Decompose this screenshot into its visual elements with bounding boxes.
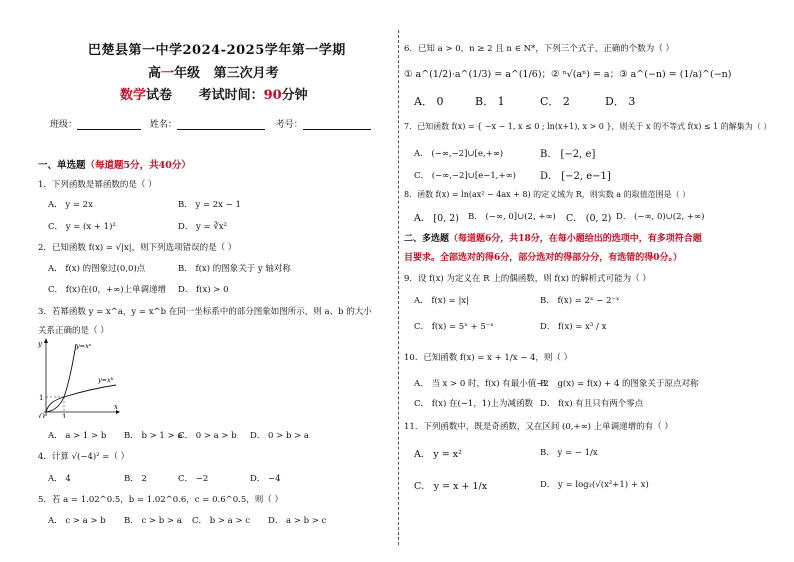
graph-origin: O [39,413,45,418]
q7-option-c[interactable]: C． (−∞,−2]∪[e−1,+∞) [414,171,516,181]
q9-option-a[interactable]: A． f(x) = |x| [414,296,469,306]
graph-label-xb: y=xᵇ [98,376,114,384]
q7-option-a[interactable]: A． (−∞,−2]∪[e,+∞) [414,149,504,159]
q3-option-a[interactable]: A． a > 1 > b [48,431,107,441]
school-title: 巴楚县第一中学2024-2025学年第一学期 [88,43,346,58]
q6-option-c[interactable]: C． 2 [540,95,570,108]
q2-option-c[interactable]: C． f(x)在(0，+∞)上单调递增 [48,285,167,295]
q8-option-c[interactable]: C． (0, 2) [566,213,612,224]
q4-option-d[interactable]: D． −4 [250,474,281,484]
graph-x-label: x [114,403,118,411]
section1-title: 一、单选题 [38,160,86,171]
q3-option-b[interactable]: B． b > 1 > a [124,431,183,441]
q9-option-c[interactable]: C． f(x) = 5ˣ + 5⁻ˣ [414,322,494,332]
q6-stem: 6．已知 a > 0，n ≥ 2 且 n ∈ N*，下列三个式子，正确的个数为（ ） [404,44,674,54]
q11-option-b[interactable]: B． y = − 1/x [540,448,598,458]
graph-one-y: 1 [39,394,44,402]
q4-option-c[interactable]: C． −2 [178,474,209,484]
grade-red: 一 [161,66,175,81]
section2-note2: 目要求。全部选对的得6分，部分选对的得部分分，有选错的得0分。） [404,253,683,263]
q10-option-d[interactable]: D． f(x) 有且只有两个零点 [540,399,644,409]
q2-option-d[interactable]: D． f(x) > 0 [178,285,229,295]
q9-stem: 9．设 f(x) 为定义在 R 上的偶函数，则 f(x) 的解析式可能为（ ） [404,274,651,284]
grade-suffix: 年级 第三次月考 [174,66,279,81]
section1-note: （每道题5分，共40分） [85,160,191,171]
q2-option-a[interactable]: A． f(x) 的图象过(0,0)点 [48,264,146,274]
subject-line [120,84,308,103]
q11-option-c[interactable]: C． y = x + 1/x [414,481,488,492]
q10-option-c[interactable]: C． f(x) 在(−1，1)上为减函数 [414,399,534,409]
section2-heading-line1 [404,231,702,244]
q1-option-c[interactable]: C． y = (x + 1)² [48,222,116,232]
q10-option-a[interactable]: A． 当 x > 0 时，f(x) 有最小值−2 [414,379,549,389]
column-divider [398,30,399,545]
section1-heading [38,157,191,171]
q11-stem: 11．下列函数中，既是奇函数，又在区间 (0,+∞) 上单调递增的有（ ） [404,422,673,432]
time-unit: 分钟 [281,88,308,103]
q2-stem: 2．已知函数 f(x) = √|x|，则下列选项错误的是（ ） [38,243,237,253]
y-axis-arrow [44,338,48,343]
q10-stem: 10．已知函数 f(x) = x + 1/x − 4，则（ ） [404,353,573,363]
name-field[interactable] [177,120,265,130]
class-field[interactable] [77,120,141,130]
q3-stem-line1: 3．若幂函数 y = x^a，y = x^b 在同一坐标系中的部分图象如图所示，则 a、b 的大小 [38,307,372,317]
q1-option-b[interactable]: B． y = 2x − 1 [178,200,241,210]
time-value: 90 [263,88,282,103]
q5-option-d[interactable]: D． a > b > c [268,516,327,526]
q2-option-b[interactable]: B． f(x) 的图象关于 y 轴对称 [178,264,291,274]
q5-option-b[interactable]: B． c > b > a [124,516,182,526]
q1-stem: 1．下列函数是幂函数的是（ ） [38,180,157,190]
q7-stem: 7．已知函数 f(x) = { −x − 1, x ≤ 0 ; ln(x+1), x > 0 }，则关于 x 的不等式 f(x) ≤ 1 的解集为（ ） [404,122,772,131]
q7-option-b[interactable]: B． [−2, e] [540,149,596,160]
curve-xa [46,344,76,412]
class-label: 班级： [50,120,78,130]
q5-option-c[interactable]: C． b > a > c [192,516,251,526]
q5-stem: 5．若 a = 1.02^0.5，b = 1.02^0.6，c = 0.6^0.5，则（ ） [38,495,283,505]
q10-option-b[interactable]: B． g(x) = f(x) + 4 的图象关于原点对称 [540,379,699,389]
q3-graph [36,338,120,418]
q4-option-a[interactable]: A． 4 [48,474,71,484]
q4-stem: 4．计算 √(−4)² =（ ） [38,452,130,462]
time-label: 考试时间： [198,88,264,103]
q6-formulas: ① a^(1/2)·a^(1/3) = a^(1/6)；② ⁿ√(aⁿ) = a；③ a^(−n) = (1/a)^(−n) [404,69,732,80]
exam-title [148,62,279,81]
graph-one-x: 1 [62,413,67,418]
subject-suffix: 试卷 [146,88,173,103]
q11-option-a[interactable]: A． y = x² [414,449,462,460]
q8-stem: 8．函数 f(x) = ln(ax² − 4ax + 8) 的定义域为 R，则实数 a 的取值范围是（ ） [404,190,691,199]
q6-option-a[interactable]: A． 0 [414,95,444,108]
q4-option-b[interactable]: B． 2 [124,474,147,484]
grade-prefix: 高 [148,66,162,81]
graph-y-label: y [38,340,42,348]
section2-note1: （每道题6分，共18分，在每小题给出的选项中，有多项符合题 [449,234,702,244]
q6-option-b[interactable]: B． 1 [475,95,505,108]
q8-option-b[interactable]: B． (−∞, 0]∪(2, +∞) [468,212,556,222]
q1-option-d[interactable]: D． y = ∛x² [178,222,227,232]
q8-option-d[interactable]: D． (−∞, 0)∪(2, +∞) [616,212,705,222]
student-info [50,117,371,130]
q9-option-b[interactable]: B． f(x) = 2ˣ − 2⁻ˣ [540,296,620,306]
q8-option-a[interactable]: A． [0, 2) [414,213,459,224]
id-field[interactable] [303,120,371,130]
graph-label-xa: y=xᵃ [76,342,92,350]
section2-title: 二、多选题 [404,234,450,244]
q5-option-a[interactable]: A． c > a > b [48,516,106,526]
q11-option-d[interactable]: D． y = log₂(√(x²+1) + x) [540,480,649,490]
q1-option-a[interactable]: A． y = 2x [48,200,93,210]
q3-option-c[interactable]: C． 0 > a > b [178,431,237,441]
q6-option-d[interactable]: D． 3 [605,95,636,108]
id-label: 考号： [275,120,303,130]
q9-option-d[interactable]: D． f(x) = x³ / x [540,322,607,332]
q7-option-d[interactable]: D． [−2, e−1] [540,171,611,182]
name-label: 姓名： [149,120,177,130]
subject-red: 数学 [120,88,147,103]
q3-option-d[interactable]: D． 0 > b > a [250,431,309,441]
q3-stem-line2: 关系正确的是（ ） [38,326,109,336]
